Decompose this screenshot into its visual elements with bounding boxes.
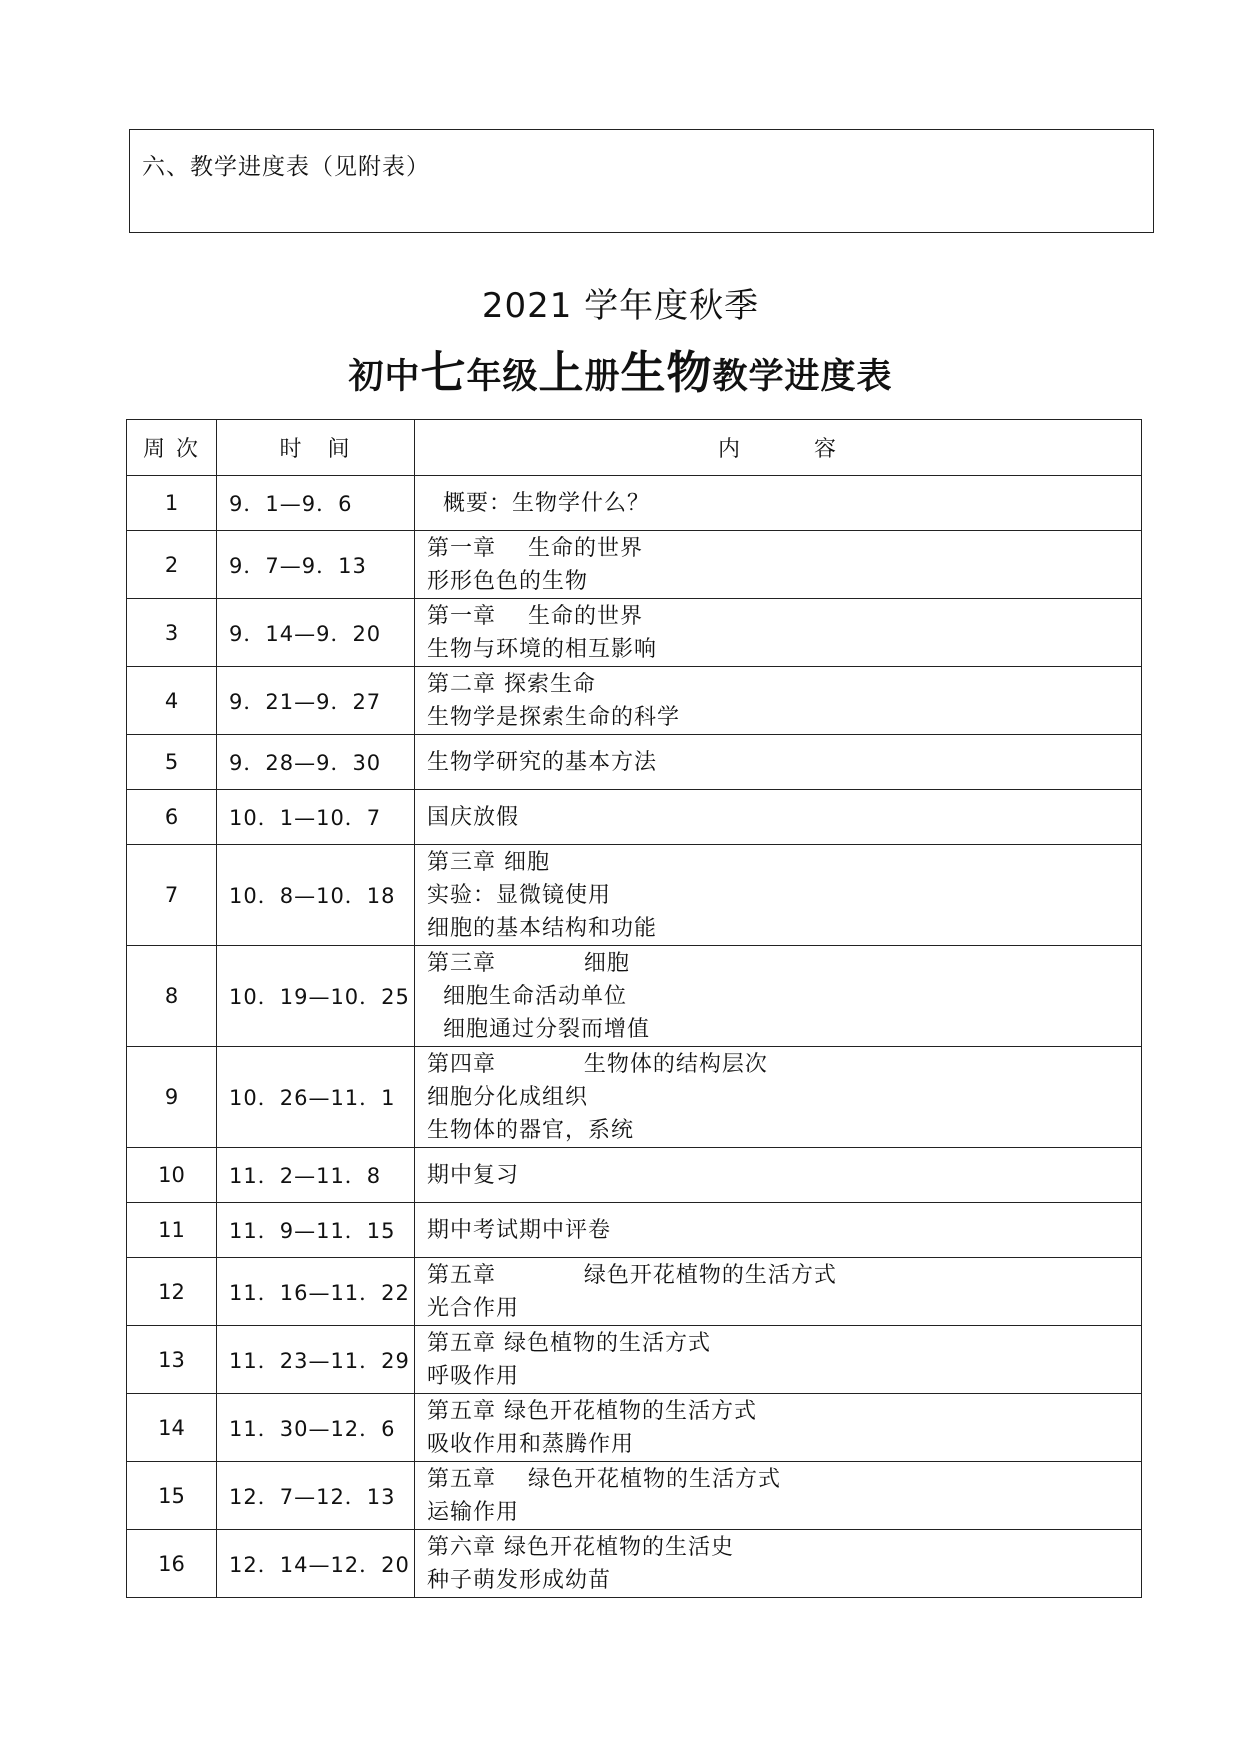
content-line: 第五章 绿色开花植物的生活方式 [427, 1466, 781, 1492]
content-line: 第二章 探索生命 [427, 671, 596, 697]
table-row [127, 790, 1142, 845]
content-cell [415, 790, 1142, 845]
week-cell: 2 [127, 531, 217, 599]
time-cell: 11．9—11．15 [217, 1203, 415, 1258]
week-cell: 7 [127, 845, 217, 946]
content-line: 实验：显微镜使用 [427, 882, 612, 908]
document-title-line1: 2021 学年度秋季 [481, 286, 760, 326]
content-line: 细胞分化成组织 [427, 1084, 589, 1110]
content-line: 第四章 生物体的结构层次 [427, 1051, 768, 1077]
content-cell [415, 845, 1142, 946]
table-row [127, 1530, 1142, 1598]
title-part: 生物 [620, 346, 713, 399]
content-cell [415, 1148, 1142, 1203]
table-row [127, 845, 1142, 946]
header-content: 内 容 [415, 420, 1142, 476]
title-part: 册 [584, 356, 621, 397]
title-part: 教学进度表 [712, 356, 893, 397]
content-line: 第一章 生命的世界 [427, 603, 643, 629]
table-row [127, 1258, 1142, 1326]
table-row [127, 946, 1142, 1047]
time-cell: 11．23—11．29 [217, 1326, 415, 1394]
document-title-line2 [0, 336, 1241, 401]
time-cell: 11．30—12．6 [217, 1394, 415, 1462]
content-line: 国庆放假 [427, 804, 520, 830]
content-cell [415, 599, 1142, 667]
time-cell: 10．1—10．7 [217, 790, 415, 845]
schedule-table [126, 419, 1142, 1598]
week-cell: 5 [127, 735, 217, 790]
content-line: 形形色色的生物 [427, 568, 589, 594]
header-week: 周 次 [127, 420, 217, 476]
content-line: 光合作用 [427, 1295, 520, 1321]
content-cell [415, 1258, 1142, 1326]
week-cell: 13 [127, 1326, 217, 1394]
content-cell [415, 735, 1142, 790]
table-header-row [127, 420, 1142, 476]
title-part: 年级 [466, 356, 539, 397]
table-row [127, 1047, 1142, 1148]
content-cell [415, 1203, 1142, 1258]
content-line: 生物体的器官，系统 [427, 1117, 635, 1143]
time-cell: 11．16—11．22 [217, 1258, 415, 1326]
content-cell [415, 1462, 1142, 1530]
content-cell [415, 946, 1142, 1047]
week-cell: 3 [127, 599, 217, 667]
content-line: 第三章 细胞 [427, 950, 630, 976]
table-row [127, 599, 1142, 667]
week-cell: 12 [127, 1258, 217, 1326]
content-cell [415, 1530, 1142, 1598]
week-cell: 1 [127, 476, 217, 531]
time-cell: 11．2—11．8 [217, 1148, 415, 1203]
table-row [127, 1203, 1142, 1258]
content-line: 期中考试期中评卷 [427, 1217, 612, 1243]
title-part: 上 [538, 346, 585, 399]
week-cell: 8 [127, 946, 217, 1047]
week-cell: 14 [127, 1394, 217, 1462]
title-part: 初中 [348, 356, 421, 397]
content-cell [415, 531, 1142, 599]
content-cell [415, 1326, 1142, 1394]
content-cell [415, 476, 1142, 531]
week-cell: 15 [127, 1462, 217, 1530]
content-cell [415, 667, 1142, 735]
week-cell: 9 [127, 1047, 217, 1148]
content-line: 细胞的基本结构和功能 [427, 915, 658, 941]
content-line: 种子萌发形成幼苗 [427, 1567, 612, 1593]
table-row [127, 1394, 1142, 1462]
table-row [127, 476, 1142, 531]
content-line: 细胞生命活动单位 [427, 983, 627, 1009]
week-cell: 4 [127, 667, 217, 735]
section-heading: 六、教学进度表（见附表） [142, 154, 430, 180]
content-line: 第六章 绿色开花植物的生活史 [427, 1534, 734, 1560]
time-cell: 12．7—12．13 [217, 1462, 415, 1530]
content-line: 期中复习 [427, 1162, 520, 1188]
content-line: 呼吸作用 [427, 1363, 520, 1389]
table-row [127, 1462, 1142, 1530]
week-cell: 11 [127, 1203, 217, 1258]
table-row [127, 1148, 1142, 1203]
content-line: 运输作用 [427, 1499, 520, 1525]
content-line: 生物与环境的相互影响 [427, 636, 658, 662]
week-cell: 10 [127, 1148, 217, 1203]
time-cell: 9．21—9．27 [217, 667, 415, 735]
time-cell: 9．7—9．13 [217, 531, 415, 599]
table-row [127, 667, 1142, 735]
table-row [127, 735, 1142, 790]
time-cell: 10．26—11．1 [217, 1047, 415, 1148]
content-cell [415, 1047, 1142, 1148]
content-line: 第五章 绿色开花植物的生活方式 [427, 1262, 837, 1288]
content-line: 第一章 生命的世界 [427, 535, 643, 561]
content-line: 第五章 绿色开花植物的生活方式 [427, 1398, 757, 1424]
content-cell [415, 1394, 1142, 1462]
time-cell: 10．8—10．18 [217, 845, 415, 946]
content-line: 生物学是探索生命的科学 [427, 704, 681, 730]
time-cell: 10．19—10．25 [217, 946, 415, 1047]
content-line: 吸收作用和蒸腾作用 [427, 1431, 635, 1457]
time-cell: 12．14—12．20 [217, 1530, 415, 1598]
schedule-body [127, 476, 1142, 1598]
content-line: 概要：生物学什么？ [427, 490, 650, 516]
content-line: 生物学研究的基本方法 [427, 749, 658, 775]
table-row [127, 1326, 1142, 1394]
table-row [127, 531, 1142, 599]
time-cell: 9．1—9．6 [217, 476, 415, 531]
week-cell: 16 [127, 1530, 217, 1598]
content-line: 细胞通过分裂而增值 [427, 1016, 650, 1042]
week-cell: 6 [127, 790, 217, 845]
time-cell: 9．14—9．20 [217, 599, 415, 667]
time-cell: 9．28—9．30 [217, 735, 415, 790]
content-line: 第三章 细胞 [427, 849, 550, 875]
content-line: 第五章 绿色植物的生活方式 [427, 1330, 711, 1356]
title-part: 七 [420, 346, 467, 399]
header-time: 时 间 [217, 420, 415, 476]
section-box [129, 129, 1154, 233]
